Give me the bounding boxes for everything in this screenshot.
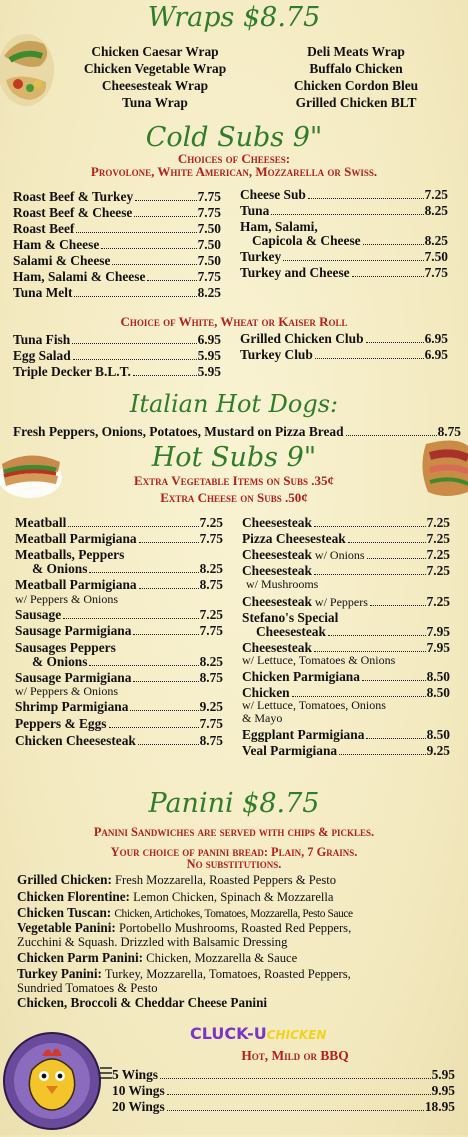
cluck-u-logo: [2, 1030, 102, 1132]
menu-item: Peppers & Eggs 7.75: [15, 716, 223, 731]
hot-subs-title: Hot Subs 9": [151, 442, 317, 473]
speed-lines: [100, 1066, 112, 1080]
panini-note-bread: Your choice of panini bread: Plain, 7 Grains.: [110, 845, 358, 859]
panini-item-detail: Sundried Tomatoes & Pesto: [17, 981, 158, 995]
menu-item: Chicken Parmigiana 8.50: [242, 669, 450, 684]
panini-item: Grilled Chicken: Fresh Mozzarella, Roasted Peppers & Pesto: [17, 872, 337, 887]
wrap-food-image: [0, 26, 58, 110]
menu-item: Cheesesteak 7.95: [242, 640, 450, 655]
menu-item: Sausages Peppers: [15, 640, 116, 655]
cold-subs-cheeses: Provolone, White American, Mozzarella or Swiss.: [90, 164, 378, 179]
menu-item-detail: w/ Lettuce, Tomatoes, Onions: [242, 698, 386, 712]
menu-item: Triple Decker B.L.T. 5.95: [13, 364, 221, 379]
menu-item: Sausage Parmigiana 7.75: [15, 623, 223, 638]
menu-item: Stefano's Special: [242, 610, 339, 625]
menu-item: Sausage Parmigiana 8.75: [15, 670, 223, 685]
menu-item: Meatball Parmigiana 7.75: [15, 531, 223, 546]
menu-item: Grilled Chicken Club 6.95: [240, 331, 448, 346]
wing-sauces: Hot, Mild or BBQ: [241, 1048, 349, 1063]
list-item: Chicken Caesar Wrap: [91, 44, 219, 59]
menu-item: Tuna 8.25: [240, 203, 448, 218]
menu-item: Cheesesteak w/ Peppers 7.25: [242, 594, 450, 609]
menu-item: Pizza Cheesesteak 7.25: [242, 531, 450, 546]
list-item: Buffalo Chicken: [309, 61, 403, 76]
menu-item-detail: w/ Peppers & Onions: [15, 684, 118, 698]
menu-item: Chicken 8.50: [242, 685, 450, 700]
menu-item: Ham & Cheese 7.50: [13, 237, 221, 252]
menu-item: Meatball 7.25: [15, 515, 223, 530]
menu-item: Chicken Cheesesteak 8.75: [15, 733, 223, 748]
menu-item: & Onions 8.25: [32, 654, 223, 669]
menu-item: Shrimp Parmigiana 9.25: [15, 699, 223, 714]
panini-item-detail: Zucchini & Squash. Drizzled with Balsamic Dressing: [17, 935, 288, 949]
menu-item: Cheesesteak 7.95: [256, 624, 450, 639]
list-item: Cheesesteak Wrap: [101, 78, 209, 93]
list-item: Chicken Cordon Bleu: [293, 78, 419, 93]
menu-item: Ham, Salami & Cheese 7.75: [13, 269, 221, 284]
panini-item: Chicken Tuscan: Chicken, Artichokes, Tomatoes, Mozzarella, Pesto Sauce: [17, 905, 353, 920]
menu-item: Meatballs, Peppers: [15, 547, 125, 562]
menu-item: Roast Beef & Cheese 7.75: [13, 205, 221, 220]
panini-item: Chicken Florentine: Lemon Chicken, Spinach & Mozzarella: [17, 889, 334, 904]
menu-item: Cheese Sub 7.25: [240, 187, 448, 202]
hot-dogs-title: Italian Hot Dogs:: [129, 390, 339, 418]
menu-item-detail: & Mayo: [242, 711, 283, 725]
menu-item-detail: w/ Lettuce, Tomatoes & Onions: [242, 653, 396, 667]
panini-item: Vegetable Panini: Portobello Mushrooms, Roasted Red Peppers,: [17, 920, 352, 935]
menu-item: Tuna Fish 6.95: [13, 332, 221, 347]
cluck-u-brand: CLUCK-UCHICKEN: [190, 1024, 327, 1043]
menu-item: Cheesesteak 7.25: [242, 515, 450, 530]
list-item: Grilled Chicken BLT: [295, 95, 417, 110]
hot-dogs-item: Fresh Peppers, Onions, Potatoes, Mustard on Pizza Bread 8.75: [13, 424, 461, 439]
menu-item: Turkey Club 6.95: [240, 347, 448, 362]
menu-item: Roast Beef 7.50: [13, 221, 221, 236]
hot-subs-veg-note: Extra Vegetable Items on Subs .35¢: [134, 473, 334, 488]
menu-item: Capicola & Cheese 8.25: [252, 233, 448, 248]
menu-item: Eggplant Parmigiana 8.50: [242, 727, 450, 742]
menu-item: Cheesesteak 7.25: [242, 563, 450, 578]
menu-item-detail: w/ Mushrooms: [246, 577, 319, 591]
menu-item: Cheesesteak w/ Onions 7.25: [242, 547, 450, 562]
menu-item: Meatball Parmigiana 8.75: [15, 577, 223, 592]
menu-item: Turkey 7.50: [240, 249, 448, 264]
panini-note-substitutions: No substitutions.: [186, 857, 282, 871]
menu-item: Sausage 7.25: [15, 607, 223, 622]
hot-subs-cheese-note: Extra Cheese on Subs .50¢: [160, 490, 308, 505]
panini-title: Panini $8.75: [148, 788, 320, 819]
panini-item: Chicken, Broccoli & Cheddar Cheese Panini: [17, 995, 268, 1010]
menu-item-detail: w/ Peppers & Onions: [15, 592, 118, 606]
menu-item: 10 Wings 9.95: [112, 1083, 455, 1098]
list-item: Tuna Wrap: [122, 95, 188, 110]
wraps-title: Wraps $8.75: [147, 2, 321, 33]
menu-item: Salami & Cheese 7.50: [13, 253, 221, 268]
menu-item: Veal Parmigiana 9.25: [242, 743, 450, 758]
cold-subs-title: Cold Subs 9": [145, 122, 323, 153]
menu-item: & Onions 8.25: [32, 561, 223, 576]
menu-item: Turkey and Cheese 7.75: [240, 265, 448, 280]
list-item: Deli Meats Wrap: [307, 44, 405, 59]
panini-note-chips: Panini Sandwiches are served with chips & pickles.: [93, 825, 375, 839]
menu-item: 5 Wings 5.95: [112, 1067, 455, 1082]
menu-item: Egg Salad 5.95: [13, 348, 221, 363]
menu-item: Roast Beef & Turkey 7.75: [13, 189, 221, 204]
menu-item: Tuna Melt 8.25: [13, 285, 221, 300]
panini-item: Chicken Parm Panini: Chicken, Mozzarella & Sauce: [17, 950, 298, 965]
cold-subs-note: Choices of Cheeses:: [177, 151, 291, 166]
list-item: Chicken Vegetable Wrap: [83, 61, 227, 76]
panini-item: Turkey Panini: Turkey, Mozzarella, Tomatoes, Roasted Peppers,: [17, 966, 351, 981]
roll-choice-note: Choice of White, Wheat or Kaiser Roll: [120, 314, 348, 329]
menu-item: Ham, Salami,: [240, 219, 318, 234]
menu-item: 20 Wings 18.95: [112, 1099, 455, 1114]
